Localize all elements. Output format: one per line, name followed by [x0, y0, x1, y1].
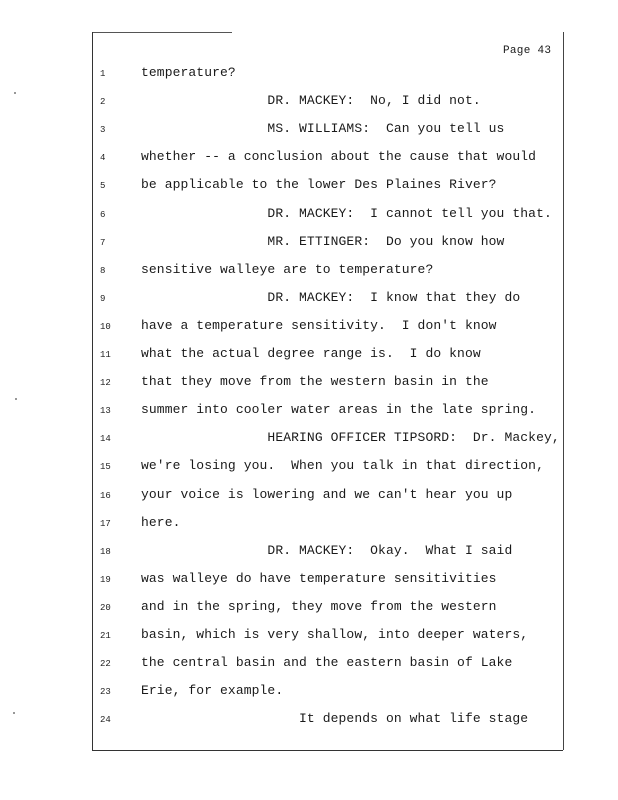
- line-text: DR. MACKEY: I know that they do: [141, 289, 521, 305]
- line-number: 21: [100, 631, 111, 641]
- transcript-line: [0, 543, 618, 563]
- line-text: your voice is lowering and we can't hear you up: [141, 486, 513, 502]
- bottom-rule: [92, 750, 563, 751]
- line-number: 22: [100, 659, 111, 670]
- line-number: 18: [100, 546, 111, 557]
- scan-speck: [15, 398, 17, 400]
- transcript-line: [0, 262, 618, 282]
- line-text: was walleye do have temperature sensitivities: [141, 570, 497, 586]
- line-number: 7: [100, 237, 106, 248]
- line-text: be applicable to the lower Des Plaines River?: [141, 177, 497, 193]
- transcript-line: [0, 430, 618, 450]
- transcript-line: [0, 711, 618, 731]
- transcript-line: [0, 121, 618, 141]
- line-number: 13: [100, 406, 111, 417]
- transcript-line: [0, 487, 618, 507]
- line-text: temperature?: [141, 65, 236, 80]
- line-text: MR. ETTINGER: Do you know how: [141, 233, 505, 249]
- scan-speck: [13, 712, 15, 714]
- line-number: 9: [100, 293, 106, 304]
- line-number: 8: [100, 265, 106, 276]
- transcript-line: [0, 374, 618, 394]
- transcript-line: [0, 571, 618, 591]
- line-number: 15: [100, 462, 111, 473]
- line-text: MS. WILLIAMS: Can you tell us: [141, 121, 505, 137]
- line-text: and in the spring, they move from the western: [141, 598, 497, 614]
- line-number: 12: [100, 378, 111, 389]
- line-text: DR. MACKEY: I cannot tell you that.: [141, 205, 552, 221]
- line-text: It depends on what life stage: [141, 711, 529, 727]
- line-text: DR. MACKEY: No, I did not.: [141, 93, 481, 109]
- line-number: 16: [100, 490, 111, 501]
- line-number: 17: [100, 518, 111, 529]
- line-text: whether -- a conclusion about the cause that would: [141, 149, 537, 165]
- line-number: 23: [100, 687, 111, 698]
- transcript-line: [0, 683, 618, 703]
- line-text: we're losing you. When you talk in that direction,: [141, 458, 544, 474]
- transcript-line: [0, 318, 618, 338]
- line-text: sensitive walleye are to temperature?: [141, 261, 434, 277]
- line-text: the central basin and the eastern basin of Lake: [141, 655, 513, 671]
- scan-speck: [14, 92, 16, 94]
- line-number: 19: [100, 574, 111, 585]
- line-number: 14: [100, 434, 111, 445]
- line-text: basin, which is very shallow, into deeper waters,: [141, 627, 529, 642]
- line-number: 10: [100, 321, 111, 332]
- line-text: Erie, for example.: [141, 683, 284, 699]
- transcript-line: [0, 655, 618, 675]
- transcript-line: [0, 290, 618, 310]
- line-text: that they move from the western basin in the: [141, 374, 489, 390]
- line-number: 11: [100, 350, 111, 360]
- transcript-line: [0, 177, 618, 197]
- transcript-line: [0, 206, 618, 226]
- line-number: 6: [100, 209, 106, 220]
- line-text: summer into cooler water areas in the late spring.: [141, 402, 537, 418]
- line-number: 4: [100, 153, 106, 164]
- line-number: 1: [100, 69, 106, 79]
- line-text: what the actual degree range is. I do know: [141, 346, 481, 361]
- transcript-line: [0, 65, 618, 85]
- line-number: 20: [100, 602, 111, 613]
- line-number: 5: [100, 181, 106, 192]
- transcript-line: [0, 149, 618, 169]
- line-text: DR. MACKEY: Okay. What I said: [141, 542, 513, 558]
- transcript-line: [0, 234, 618, 254]
- transcript-line: [0, 515, 618, 535]
- line-number: 2: [100, 97, 106, 108]
- line-number: 24: [100, 715, 111, 726]
- transcript-line: [0, 346, 618, 366]
- transcript-line: [0, 627, 618, 647]
- transcript-line: [0, 402, 618, 422]
- transcript-line: [0, 93, 618, 113]
- line-number: 3: [100, 125, 106, 136]
- transcript-line: [0, 458, 618, 478]
- page-number: Page 43: [503, 45, 552, 57]
- line-text: here.: [141, 514, 181, 530]
- transcript-line: [0, 599, 618, 619]
- line-text: HEARING OFFICER TIPSORD: Dr. Mackey,: [141, 430, 560, 446]
- line-text: have a temperature sensitivity. I don't know: [141, 317, 497, 333]
